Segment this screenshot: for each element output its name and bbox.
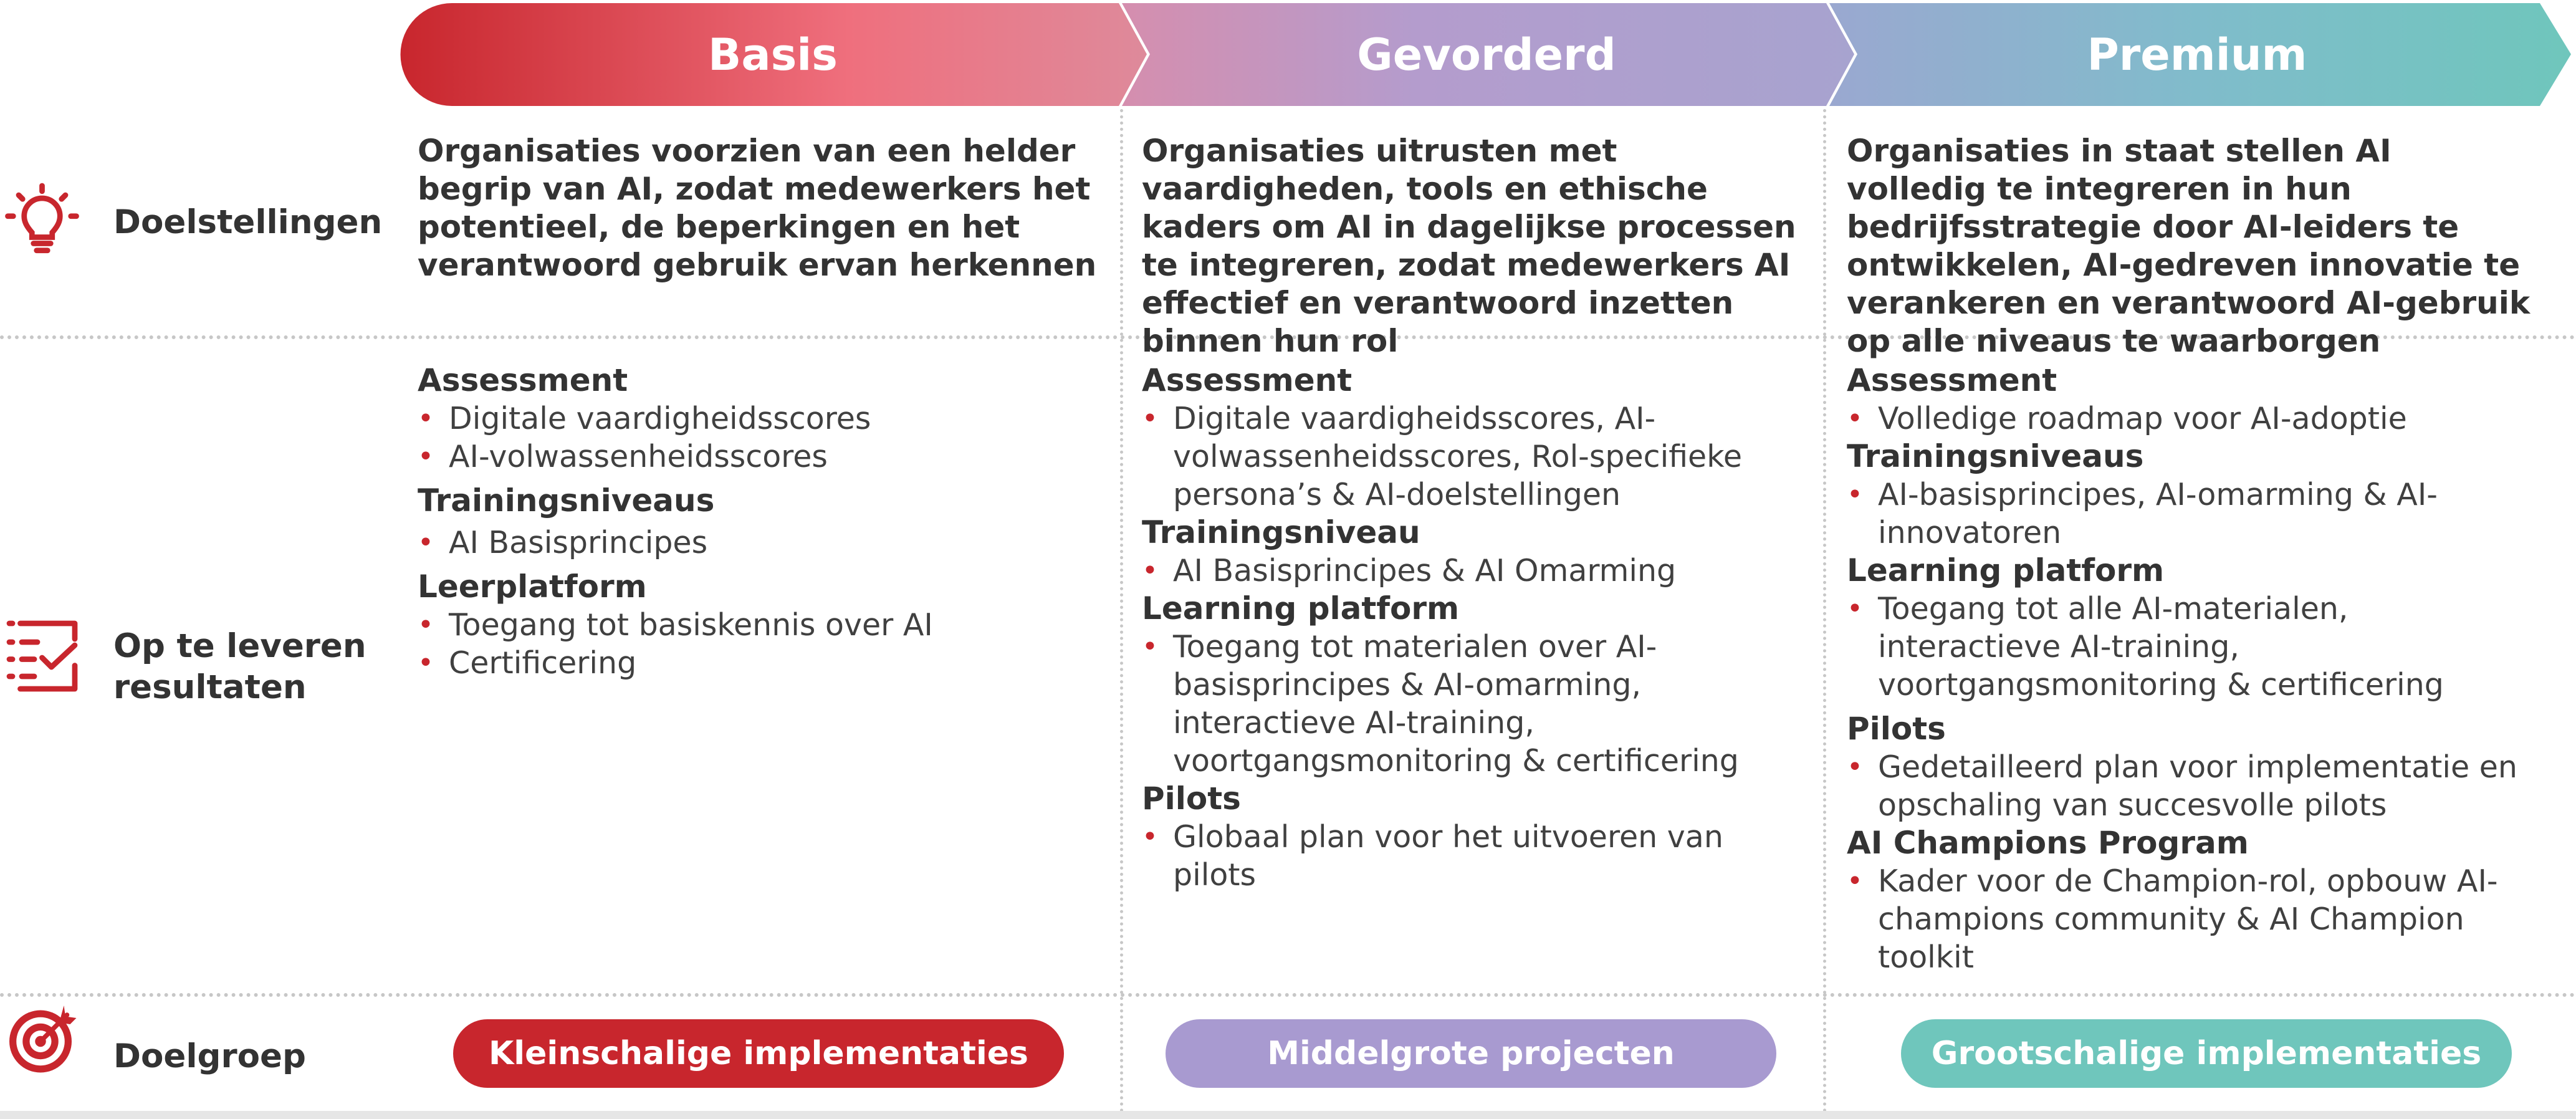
goal-premium: Organisaties in staat stellen AI volledig te integreren in hun bedrijfsstrategie door AI-leiders te ontwikkelen, AI-gedreven innovatie te verankeren en verantwoord AI-gebruik op alle niveaus te waarborgen [1847, 133, 2531, 359]
list-item: • AI-basisprincipes, AI-omarming & AI-innovatoren [1847, 476, 2539, 552]
section-title: Trainingsniveaus [418, 483, 715, 519]
bullet-list [1142, 400, 1809, 514]
bullet-list [1847, 862, 2539, 976]
goal-basis: Organisaties voorzien van een helder begrip van AI, zodat medewerkers het potentieel, de beperkingen en het verantwoord gebruik ervan herkennen [418, 133, 1097, 283]
target-icon [3, 999, 81, 1077]
bullet-list [1142, 552, 1809, 590]
list-item: • Toegang tot basiskennis over AI [418, 606, 1109, 644]
deliverables-basis [418, 362, 1109, 682]
audience-pill-basis: Kleinschalige implementaties [453, 1019, 1064, 1088]
list-item: • Certificering [418, 644, 1109, 682]
bullet-list [1847, 476, 2539, 552]
deliverables-premium [1847, 362, 2539, 976]
list-item: • Digitale vaardigheidsscores [418, 400, 1109, 438]
section-title: Pilots [1847, 711, 1946, 747]
column-divider-1 [1120, 109, 1123, 1119]
audience-pill-premium: Grootschalige implementaties [1901, 1019, 2512, 1088]
tier-title-gevorderd: Gevorderd [1357, 29, 1616, 80]
section-title: Trainingsniveaus [1847, 438, 2144, 474]
list-item: • Gedetailleerd plan voor implementatie en opschaling van succesvolle pilots [1847, 748, 2539, 824]
section-title: Assessment [1142, 362, 1353, 398]
bullet-list [418, 524, 1109, 562]
list-item: • AI Basisprincipes [418, 524, 1109, 562]
goal-gevorderd: Organisaties uitrusten met vaardigheden, tools en ethische kaders om AI in dagelijkse processen te integreren, zodat medewerkers AI effectief en verantwoord inzetten binnen hun rol [1142, 133, 1796, 359]
section-title: Learning platform [1142, 590, 1460, 627]
list-item: • Kader voor de Champion-rol, opbouw AI-champions community & AI Champion toolkit [1847, 862, 2539, 976]
row-label-audience: Doelgroep [113, 1037, 306, 1075]
list-item: • Globaal plan voor het uitvoeren van pilots [1142, 818, 1809, 894]
bullet-list [1142, 628, 1809, 780]
list-item: • AI-volwassenheidsscores [418, 438, 1109, 476]
checklist-icon [3, 617, 81, 695]
audience-pill-gevorderd: Middelgrote projecten [1166, 1019, 1776, 1088]
row-divider-deliverables [0, 993, 2576, 997]
bullet-list [1847, 748, 2539, 824]
section-title: Learning platform [1847, 552, 2165, 588]
section-title: Pilots [1142, 780, 1241, 817]
section-title: AI Champions Program [1847, 825, 2249, 861]
bullet-list [418, 400, 1109, 476]
tier-title-premium: Premium [2087, 29, 2307, 80]
section-title: Trainingsniveau [1142, 514, 1420, 550]
section-title: Assessment [1847, 362, 2057, 398]
lightbulb-icon [3, 183, 81, 261]
list-item: • Toegang tot alle AI-materialen, interactieve AI-training, voortgangsmonitoring & certificering [1847, 590, 2539, 704]
bottom-edge [0, 1111, 2576, 1119]
section-title: Leerplatform [418, 569, 647, 605]
list-item: • Volledige roadmap voor AI-adoptie [1847, 400, 2539, 438]
list-item: • AI Basisprincipes & AI Omarming [1142, 552, 1809, 590]
bullet-list [1142, 818, 1809, 894]
column-divider-2 [1823, 109, 1826, 1119]
tier-title-basis: Basis [708, 29, 838, 80]
section-title: Assessment [418, 362, 628, 398]
bullet-list [1847, 400, 2539, 438]
bullet-list [418, 606, 1109, 682]
deliverables-gevorderd [1142, 362, 1809, 894]
list-item: • Digitale vaardigheidsscores, AI-volwassenheidsscores, Rol-specifieke persona’s & AI-doelstellingen [1142, 400, 1809, 514]
bullet-list [1847, 590, 2539, 704]
row-label-deliverables: Op te leveren resultaten [113, 627, 366, 706]
list-item: • Toegang tot materialen over AI-basisprincipes & AI-omarming, interactieve AI-training, voortgangsmonitoring & certificering [1142, 628, 1809, 780]
row-label-goals: Doelstellingen [113, 203, 383, 241]
